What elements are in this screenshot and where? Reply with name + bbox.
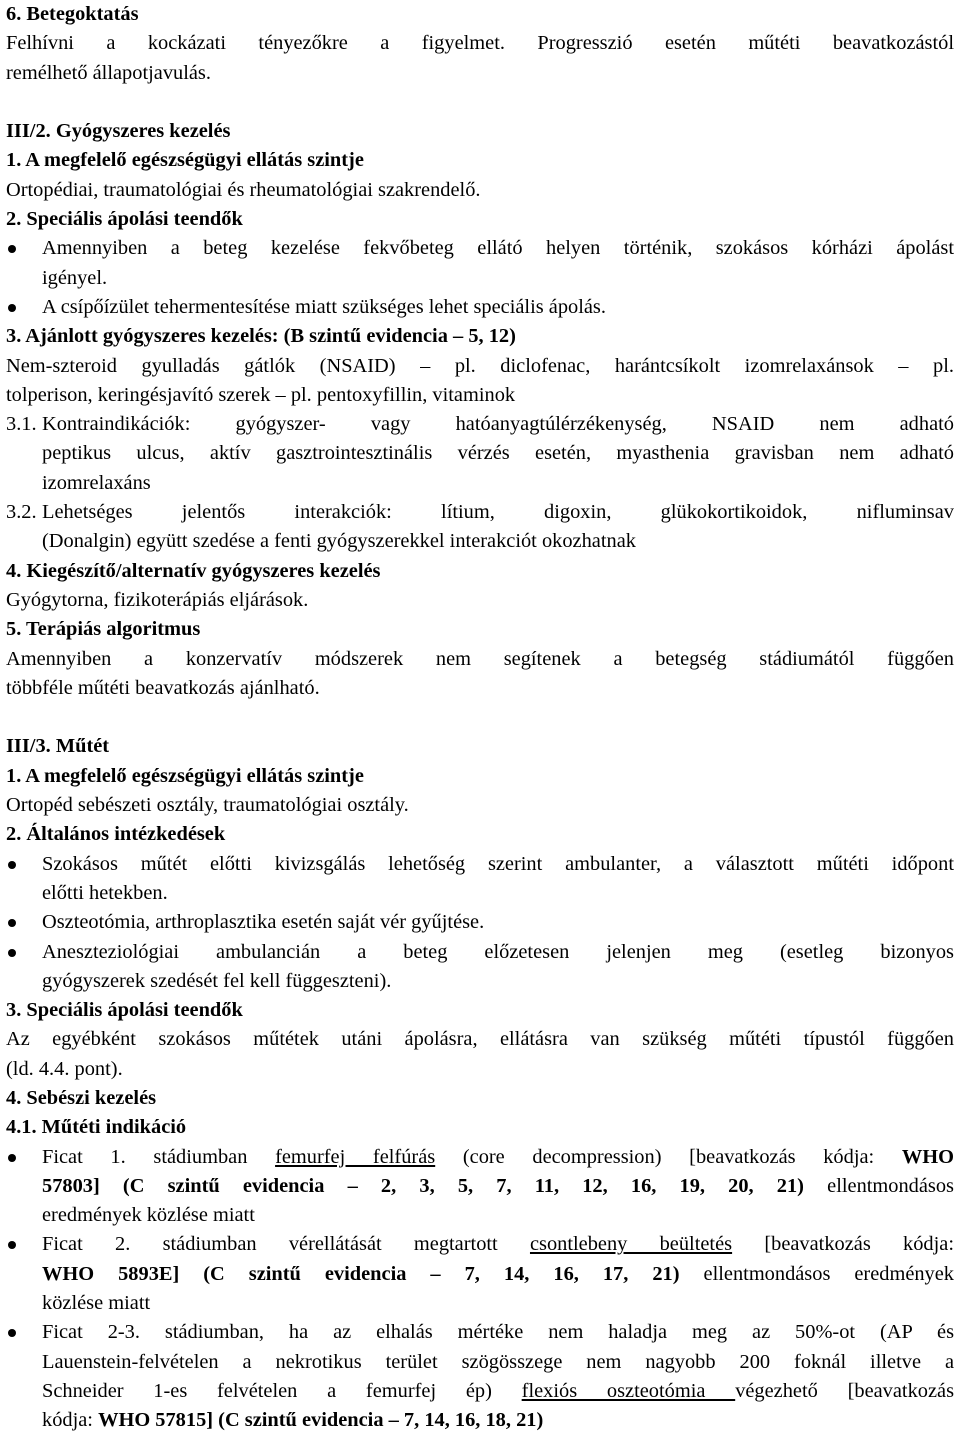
underlined-term: femurfej felfúrás — [275, 1145, 436, 1168]
paragraph-line: Ortopédiai, traumatológiai és rheumatológiai szakrendelő. — [6, 178, 481, 201]
numbered-paragraph: 3.1. Kontraindikációk: gyógyszer- vagy hatóanyagtúlérzékenység, NSAID nem adható peptikus ulcus, aktív gasztrointesztinális vérzés esetén, myasthenia gravisban nem adható izomrelaxáns — [6, 410, 954, 498]
paragraph-line: (ld. 4.4. pont). — [6, 1057, 123, 1080]
list-item: Amennyiben a beteg kezelése fekvőbeteg ellátó helyen történik, szokásos kórházi ápolást igényel. — [6, 234, 954, 293]
spacer — [6, 88, 954, 117]
paragraph-line: többféle műtéti beavatkozás ajánlható. — [6, 676, 320, 699]
spacer — [6, 703, 954, 732]
subsection-heading: 5. Terápiás algoritmus — [6, 618, 201, 641]
bullet-list — [6, 1143, 954, 1436]
subsection-heading: 4. Kiegészítő/alternatív gyógyszeres kezelés — [6, 559, 381, 582]
subsection-heading: 3. Ajánlott gyógyszeres kezelés: (B szintű evidencia – 5, 12) — [6, 325, 516, 348]
subsection-heading: 3. Speciális ápolási teendők — [6, 999, 243, 1022]
paragraph-line: Gyógytorna, fizikoterápiás eljárások. — [6, 588, 309, 611]
underlined-term: flexiós oszteotómia — [521, 1379, 736, 1402]
subsection-heading: 2. Általános intézkedések — [6, 823, 226, 846]
paragraph-number: 3.2. — [6, 501, 37, 524]
bullet-list — [6, 850, 954, 996]
numbered-paragraph: 3.2. Lehetséges jelentős interakciók: lítium, digoxin, glükokortikoidok, nifluminsav (Donalgin) együtt szedése a fenti gyógyszerekkel interakciót okozhatnak — [6, 498, 954, 557]
list-item: Ficat 2. stádiumban vérellátását megtartott csontlebeny beültetés [beavatkozás kódja: WHO 5893E] (C szintű evidencia – 7, 14, 16, 17, 21) ellentmondásos eredmények közlése miatt — [6, 1230, 954, 1318]
subsection-heading: 1. A megfelelő egészségügyi ellátás szintje — [6, 149, 364, 172]
list-item: Aneszteziológiai ambulancián a beteg előzetesen jelenjen meg (esetleg bizonyos gyógyszerek szedését fel kell függeszteni). — [6, 938, 954, 997]
subsection-heading: 1. A megfelelő egészségügyi ellátás szintje — [6, 764, 364, 787]
paragraph-line: Felhívni a kockázati tényezőkre a figyelmet. Progresszió esetén műtéti beavatkozástól — [6, 32, 954, 55]
paragraph-line: Ortopéd sebészeti osztály, traumatológiai osztály. — [6, 794, 409, 817]
paragraph-line: Nem-szteroid gyulladás gátlók (NSAID) – pl. diclofenac, harántcsíkolt izomrelaxánsok – pl. — [6, 354, 954, 377]
list-item: A csípőízület tehermentesítése miatt szükséges lehet speciális ápolás. — [6, 293, 954, 322]
subsection-heading: 4.1. Műtéti indikáció — [6, 1116, 187, 1139]
paragraph-number: 3.1. — [6, 413, 37, 436]
section-heading: III/3. Műtét — [6, 735, 110, 758]
subsection-heading: 4. Sebészi kezelés — [6, 1086, 157, 1109]
list-item: Oszteotómia, arthroplasztika esetén saját vér gyűjtése. — [6, 908, 954, 937]
bullet-list — [6, 234, 954, 322]
list-item: Ficat 1. stádiumban femurfej felfúrás (core decompression) [beavatkozás kódja: WHO 57803] (C szintű evidencia – 2, 3, 5, 7, 11, 12, 16, 19, 20, 21) ellentmondásos eredmények közlése miatt — [6, 1143, 954, 1231]
list-item: Szokásos műtét előtti kivizsgálás lehetőség szerint ambulanter, a választott műtéti időpont előtti hetekben. — [6, 850, 954, 909]
paragraph-line: tolperison, keringésjavító szerek – pl. pentoxyfillin, vitaminok — [6, 383, 516, 406]
section-heading: III/2. Gyógyszeres kezelés — [6, 120, 231, 143]
subsection-heading: 2. Speciális ápolási teendők — [6, 208, 243, 231]
paragraph-line: Az egyébként szokásos műtétek utáni ápolásra, ellátásra van szükség műtéti típustól függően — [6, 1028, 954, 1051]
paragraph-line: Amennyiben a konzervatív módszerek nem segítenek a betegség stádiumától függően — [6, 647, 954, 670]
underlined-term: csontlebeny beültetés — [529, 1233, 733, 1256]
section-heading: 6. Betegoktatás — [6, 3, 139, 25]
list-item: Ficat 2-3. stádiumban, ha az elhalás mértéke nem haladja meg az 50%-ot (AP és Lauenstein-felvételen a nekrotikus terület szögösszege nem nagyobb 200 foknál illetve a Schneider 1-es felvételen a femurfej ép) flexiós oszteotómia végezhető [beavatkozás kódja: WHO 57815] (C szintű evidencia – 7, 14, 16, 18, 21) — [6, 1318, 954, 1435]
paragraph-line: remélhető állapotjavulás. — [6, 61, 211, 84]
